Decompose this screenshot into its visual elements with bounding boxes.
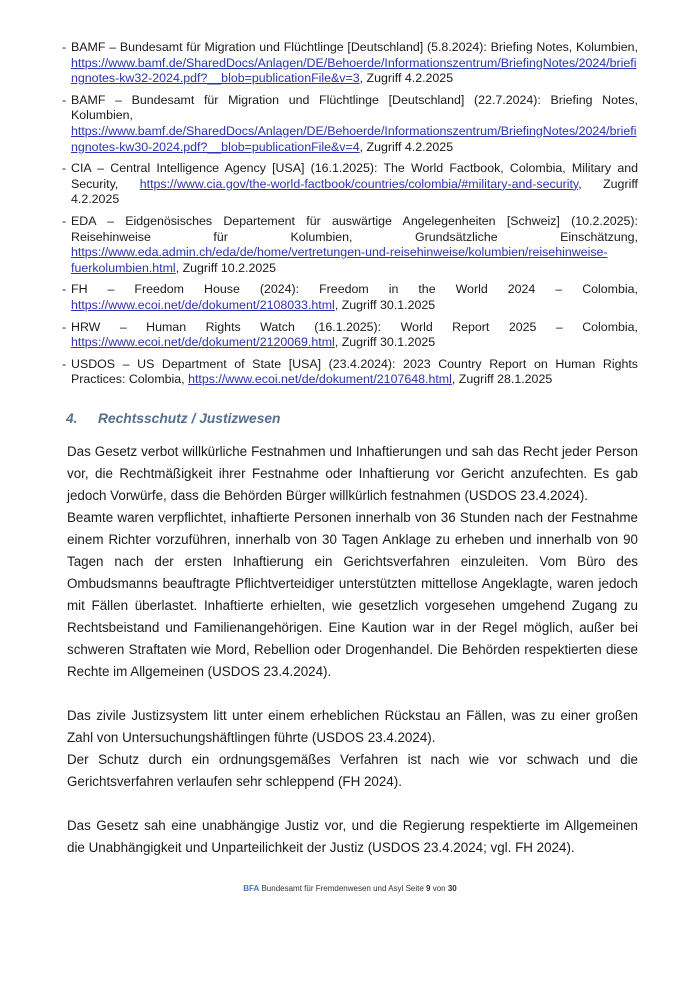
section-title: Rechtsschutz / Justizwesen bbox=[98, 410, 281, 426]
source-link[interactable]: https://www.ecoi.net/de/dokument/2107648.html bbox=[188, 372, 452, 387]
source-text bbox=[71, 282, 638, 312]
source-text bbox=[71, 214, 638, 275]
source-access-date: , Zugriff 10.2.2025 bbox=[175, 260, 277, 275]
bullet-dash: - bbox=[62, 161, 67, 176]
source-text bbox=[71, 40, 638, 85]
source-access-date: , Zugriff 4.2.2025 bbox=[359, 139, 454, 154]
source-item-fh bbox=[62, 282, 638, 313]
bullet-dash: - bbox=[62, 92, 67, 107]
source-text bbox=[71, 161, 638, 206]
bullet-dash: - bbox=[62, 40, 67, 54]
source-citation: EDA – Eidgenösisches Departement für auswärtige Angelegenheiten [Schweiz] (10.2.2025): Reisehinweise für Kolumbien, Grundsätzliche Einschätzung, bbox=[71, 213, 638, 244]
paragraph-civil-justice-backlog: Das zivile Justizsystem litt unter einem erheblichen Rückstau an Fällen, was zu einer großen Zahl von Untersuchungshäftlingen führte (USDOS 23.4.2024). bbox=[67, 707, 638, 745]
source-citation: HRW – Human Rights Watch (16.1.2025): World Report 2025 – Colombia, bbox=[71, 319, 638, 334]
section-heading bbox=[62, 411, 638, 426]
paragraph-judicial-independence: Das Gesetz sah eine unabhängige Justiz vor, und die Regierung respektierte im Allgemeinen die Unabhängigkeit und Unparteilichkeit der Justiz (USDOS 23.4.2024; vgl. FH 2024). bbox=[67, 817, 638, 855]
source-link[interactable]: https://www.ecoi.net/de/dokument/2120069.html bbox=[71, 335, 335, 350]
source-access-date: , Zugriff 4.2.2025 bbox=[359, 71, 454, 86]
source-access-date: , Zugriff 30.1.2025 bbox=[334, 335, 436, 350]
source-citation: FH – Freedom House (2024): Freedom in the World 2024 – Colombia, bbox=[71, 282, 638, 297]
bullet-dash: - bbox=[62, 319, 67, 334]
page-footer bbox=[0, 884, 700, 893]
source-item-usdos bbox=[62, 357, 638, 388]
section-number: 4. bbox=[66, 410, 78, 426]
footer-page-total: 30 bbox=[447, 884, 457, 893]
source-access-date: , Zugriff 30.1.2025 bbox=[334, 297, 436, 312]
paragraph-due-process: Der Schutz durch ein ordnungsgemäßes Verfahren ist nach wie vor schwach und die Gerichtsverfahren verlaufen sehr schleppend (FH 2024). bbox=[67, 751, 638, 789]
source-text bbox=[71, 320, 638, 350]
source-citation: BAMF – Bundesamt für Migration und Flüchtlinge [Deutschland] (5.8.2024): Briefing Notes, Kolumbien, bbox=[71, 40, 638, 54]
source-item-hrw bbox=[62, 320, 638, 351]
page-content bbox=[62, 40, 638, 859]
bullet-dash: - bbox=[62, 282, 67, 297]
paragraph-arbitrary-detention: Das Gesetz verbot willkürliche Festnahmen und Inhaftierungen und sah das Recht jeder Person vor, die Rechtmäßigkeit ihrer Festnahme oder Inhaftierung vor Gericht anzufechten. Es gab jedoch Vorwürfe, dass die Behörden Bürger willkürlich festnahmen (USDOS 23.4.2024). bbox=[67, 443, 638, 503]
source-link[interactable]: https://www.cia.gov/the-world-factbook/countries/colombia/#military-and-security bbox=[139, 176, 579, 191]
footer-page-label: Seite bbox=[405, 884, 424, 893]
paragraph-detention-procedures: Beamte waren verpflichtet, inhaftierte Personen innerhalb von 36 Stunden nach der Festnahme einem Richter vorzuführen, innerhalb von 30 Tagen Anklage zu erheben und innerhalb von 90 Tagen nach der ersten Inhaftierung ein Gerichtsverfahren einzuleiten. Vom Büro des Ombudsmanns beauftragte Pflichtverteidiger unterstützten mittellose Angeklagte, waren jedoch mit Fällen überlastet. Inhaftierte erhielten, wie gesetzlich vorgesehen umgehend Zugang zu Rechtsbeistand und Familienangehörigen. Eine Kaution war in der Regel möglich, außer bei schweren Straftaten wie Mord, Rebellion oder Drogenhandel. Die Behörden respektierten diese Rechte im Allgemeinen (USDOS 23.4.2024). bbox=[67, 509, 638, 679]
source-link[interactable]: https://www.eda.admin.ch/eda/de/home/vertretungen-und-reisehinweise/kolumbien/reisehinweise-fuerkolumbien.html bbox=[71, 245, 608, 275]
source-item-bamf-1 bbox=[62, 40, 638, 87]
source-link[interactable]: https://www.ecoi.net/de/dokument/2108033.html bbox=[71, 297, 335, 312]
source-list bbox=[62, 40, 638, 388]
source-item-cia bbox=[62, 161, 638, 208]
source-access-date: , Zugriff 4.2.2025 bbox=[71, 176, 638, 207]
source-citation: USDOS – US Department of State [USA] (23.4.2024): 2023 Country Report on Human Rights Practices: Colombia, bbox=[71, 356, 638, 387]
source-citation: CIA – Central Intelligence Agency [USA] (16.1.2025): The World Factbook, Colombia, Military and Security, bbox=[71, 161, 638, 191]
source-link[interactable]: https://www.bamf.de/SharedDocs/Anlagen/DE/Behoerde/Informationszentrum/BriefingNotes/2024/briefingnotes-kw32-2024.pdf?__blob=publicationFile&v=3 bbox=[71, 55, 637, 86]
source-link[interactable]: https://www.bamf.de/SharedDocs/Anlagen/DE/Behoerde/Informationszentrum/BriefingNotes/2024/briefingnotes-kw30-2024.pdf?__blob=publicationFile&v=4 bbox=[71, 123, 637, 154]
source-item-eda bbox=[62, 214, 638, 276]
footer-page-number: 9 bbox=[426, 884, 431, 893]
footer-of-label: von bbox=[432, 884, 446, 893]
source-text bbox=[71, 93, 638, 154]
source-text bbox=[71, 357, 638, 387]
bullet-dash: - bbox=[62, 356, 67, 371]
bullet-dash: - bbox=[62, 213, 67, 228]
footer-org-name: Bundesamt für Fremdenwesen und Asyl bbox=[261, 884, 404, 893]
source-access-date: , Zugriff 28.1.2025 bbox=[451, 372, 553, 387]
source-item-bamf-2 bbox=[62, 93, 638, 155]
footer-org-abbr: BFA bbox=[243, 884, 260, 893]
source-citation: BAMF – Bundesamt für Migration und Flüchtlinge [Deutschland] (22.7.2024): Briefing Notes, Kolumbien, bbox=[71, 92, 638, 123]
